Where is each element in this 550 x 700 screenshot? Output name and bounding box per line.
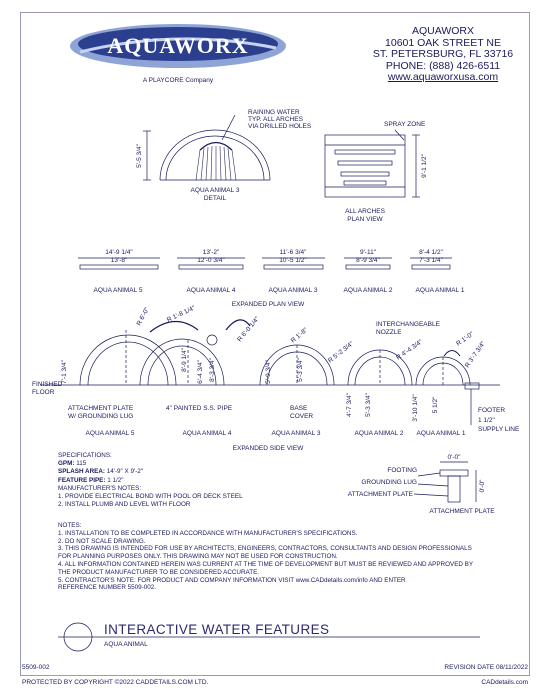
note-line: 5. CONTRACTOR'S NOTE: FOR PRODUCT AND COMPANY INFORMATION VISIT www.CADdetails.com/info AND ENTER	[58, 576, 406, 584]
ap4-inner: 12'-0 3/4"	[197, 257, 225, 264]
revision-date: REVISION DATE 08/11/2022	[444, 664, 528, 671]
side-height-2: 8'-9 1/4"	[181, 348, 188, 372]
note-line: REFERENCE NUMBER 5509-002.	[58, 584, 156, 592]
notes-heading: NOTES:	[58, 522, 82, 529]
expanded-side-caption: EXPANDED SIDE VIEW	[232, 445, 304, 452]
ap3-inner: 10'-5 1/2"	[279, 257, 307, 264]
plan-view-caption-1: ALL ARCHES	[345, 208, 385, 215]
interchangeable-2: NOZZLE	[376, 329, 402, 336]
side-height-9: 3'-10 1/4"	[412, 394, 419, 422]
mfr-note: 1. PROVIDE ELECTRICAL BOND WITH POOL OR DECK STEEL	[58, 493, 243, 501]
side-label-1: AQUA ANIMAL 1	[416, 430, 466, 437]
side-radius-2: R 1'-8 1/4"	[165, 304, 197, 324]
spec-gpm: GPM: 115	[58, 460, 87, 468]
plan-view-drawing	[325, 130, 420, 197]
raining-note-2: TYP. ALL ARCHES	[248, 116, 303, 123]
painted-pipe: 4" PAINTED S.S. PIPE	[166, 405, 233, 412]
ap1-inner: 7'-3 1/4"	[419, 257, 443, 264]
detail-caption-2: DETAIL	[203, 195, 227, 202]
company-address-1: 10601 OAK STREET NE	[385, 36, 501, 49]
general-notes-block	[58, 522, 473, 592]
note-line: 2. DO NOT SCALE DRAWING.	[58, 537, 146, 545]
attach-grounding-lug: GROUNDING LUG	[361, 479, 417, 486]
footer-label: FOOTER	[478, 407, 506, 414]
detail-height-dim: 5'-5 3/4"	[136, 144, 143, 168]
attach-footing: FOOTING	[387, 467, 417, 474]
side-height-1: 7'-1 3/4"	[61, 360, 68, 384]
ap2-inner: 8'-9 3/4"	[356, 257, 380, 264]
base-cover-1: BASE	[290, 405, 308, 412]
side-radius-5: R 5'-2 3/4"	[326, 340, 356, 365]
specs-heading: SPECIFICATIONS:	[58, 452, 112, 459]
attachment-plate-1: ATTACHMENT PLATE	[68, 405, 134, 412]
side-radius-3: R 6'-0 1/4"	[236, 315, 262, 344]
logo-brand: AQUAWORX	[107, 33, 249, 58]
attach-dim-top: 0'-0"	[447, 454, 461, 461]
drawing-title: INTERACTIVE WATER FEATURES	[104, 622, 330, 637]
base-cover-2: COVER	[290, 413, 314, 420]
supply-line-2: SUPPLY LINE	[478, 426, 520, 433]
attach-dim-side: 0'-0"	[479, 479, 486, 493]
side-height-6: 5'-3 3/4"	[297, 358, 304, 382]
mfr-note: 2. INSTALL PLUMB AND LEVEL WITH FLOOR	[58, 501, 191, 509]
side-height-8: 5'-3 3/4"	[365, 393, 372, 417]
ap4-label: AQUA ANIMAL 4	[186, 287, 236, 294]
ap3-outer: 11'-6 3/4"	[279, 249, 307, 256]
raining-note-3: VIA DRILLED HOLES	[248, 123, 312, 130]
plan-view-caption-2: PLAN VIEW	[347, 216, 383, 223]
company-phone: PHONE: (888) 426-6511	[385, 59, 501, 72]
company-name: AQUAWORX	[411, 25, 475, 37]
ap5-inner: 13'-8"	[110, 257, 128, 264]
side-height-10: 5 1/2"	[432, 396, 439, 414]
plan-view-dim: 9'-1 1/2"	[421, 154, 428, 178]
note-line: THE PRODUCT MANUFACTURER TO BE CONSIDERED ACCURATE.	[58, 568, 260, 576]
side-height-4: 8'-3 3/4"	[209, 358, 216, 382]
side-label-3: AQUA ANIMAL 3	[271, 430, 321, 437]
spray-zone-label: SPRAY ZONE	[384, 121, 426, 128]
note-line: FOR PLANNING PURPOSES ONLY. THIS DRAWING MAY NOT BE USED FOR CONSTRUCTION.	[58, 553, 338, 561]
supply-line-1: 1 1/2"	[478, 417, 495, 424]
company-website-link[interactable]: www.aquaworxusa.com	[387, 71, 499, 83]
finished-floor-1: FINISHED	[32, 381, 63, 388]
side-label-2: AQUA ANIMAL 2	[354, 430, 404, 437]
side-radius-8: R 3'-7 3/4"	[463, 340, 488, 370]
caddetails-link[interactable]: CADdetails.com	[481, 679, 528, 686]
company-address-2: ST. PETERSBURG, FL 33716	[372, 48, 514, 60]
ap5-outer: 14'-9 1/4"	[105, 249, 133, 256]
attachment-plate-2: W/ GROUNDING LUG	[68, 413, 134, 420]
ap1-outer: 8'-4 1/2"	[419, 249, 443, 256]
side-height-5: 5'-9 3/4"	[265, 360, 272, 384]
raining-note-1: RAINING WATER	[248, 109, 300, 116]
attach-attachment-plate: ATTACHMENT PLATE	[347, 491, 413, 498]
mfr-notes-heading: MANUFACTURER'S NOTES:	[58, 484, 142, 492]
expanded-plan-caption: EXPANDED PLAN VIEW	[231, 301, 305, 308]
side-radius-1: R 6'-0"	[135, 306, 151, 327]
attach-caption: ATTACHMENT PLATE	[429, 508, 495, 515]
ap2-outer: 9'-11"	[359, 249, 377, 256]
copyright-notice: PROTECTED BY COPYRIGHT ©2022 CADDETAILS.COM LTD.	[22, 679, 209, 686]
spec-splash-area: SPLASH AREA: 14'-9" X 9'-2"	[58, 468, 144, 476]
attachment-plate-drawing	[414, 462, 476, 502]
finished-floor-2: FLOOR	[32, 389, 55, 396]
note-line: 1. INSTALLATION TO BE COMPLETED IN ACCORDANCE WITH MANUFACTURER'S SPECIFICATIONS.	[58, 529, 358, 537]
note-line: 4. ALL INFORMATION CONTAINED HEREIN WAS CURRENT AT THE TIME OF DEVELOPMENT BUT MUST BE REVIEWED AND APPROVED BY	[58, 560, 474, 568]
ap2-label: AQUA ANIMAL 2	[343, 287, 393, 294]
spec-feature-pipe: FEATURE PIPE: 1 1/2"	[58, 476, 124, 484]
side-height-7: 4'-7 3/4"	[346, 393, 353, 417]
logo-company-line: A PLAYCORE Company	[142, 77, 214, 84]
ap3-label: AQUA ANIMAL 3	[268, 287, 318, 294]
note-line: 3. THIS DRAWING IS INTENDED FOR USE BY ARCHITECTS, ENGINEERS, CONTRACTORS, CONSULTANTS AND DESIGN PROFESSIONALS	[58, 545, 472, 553]
side-label-4: AQUA ANIMAL 4	[182, 430, 232, 437]
side-radius-7: R 1'-0"	[455, 330, 476, 348]
specifications-block	[58, 452, 243, 509]
side-label-5: AQUA ANIMAL 5	[85, 430, 135, 437]
side-radius-6: R 4'-4 3/4"	[395, 338, 424, 362]
side-radius-4: R 1'-8"	[289, 326, 310, 345]
document-number: 5509-002	[22, 664, 50, 671]
drawing-subtitle: AQUA ANIMAL	[104, 641, 148, 648]
ap4-outer: 13'-2"	[202, 249, 220, 256]
side-height-3: 6'-4 3/4"	[197, 360, 204, 384]
ap5-label: AQUA ANIMAL 5	[93, 287, 143, 294]
interchangeable-1: INTERCHANGEABLE	[376, 321, 440, 328]
expanded-plan-drawing	[78, 258, 452, 269]
ap1-label: AQUA ANIMAL 1	[415, 287, 465, 294]
detail-caption-1: AQUA ANIMAL 3	[190, 187, 240, 194]
